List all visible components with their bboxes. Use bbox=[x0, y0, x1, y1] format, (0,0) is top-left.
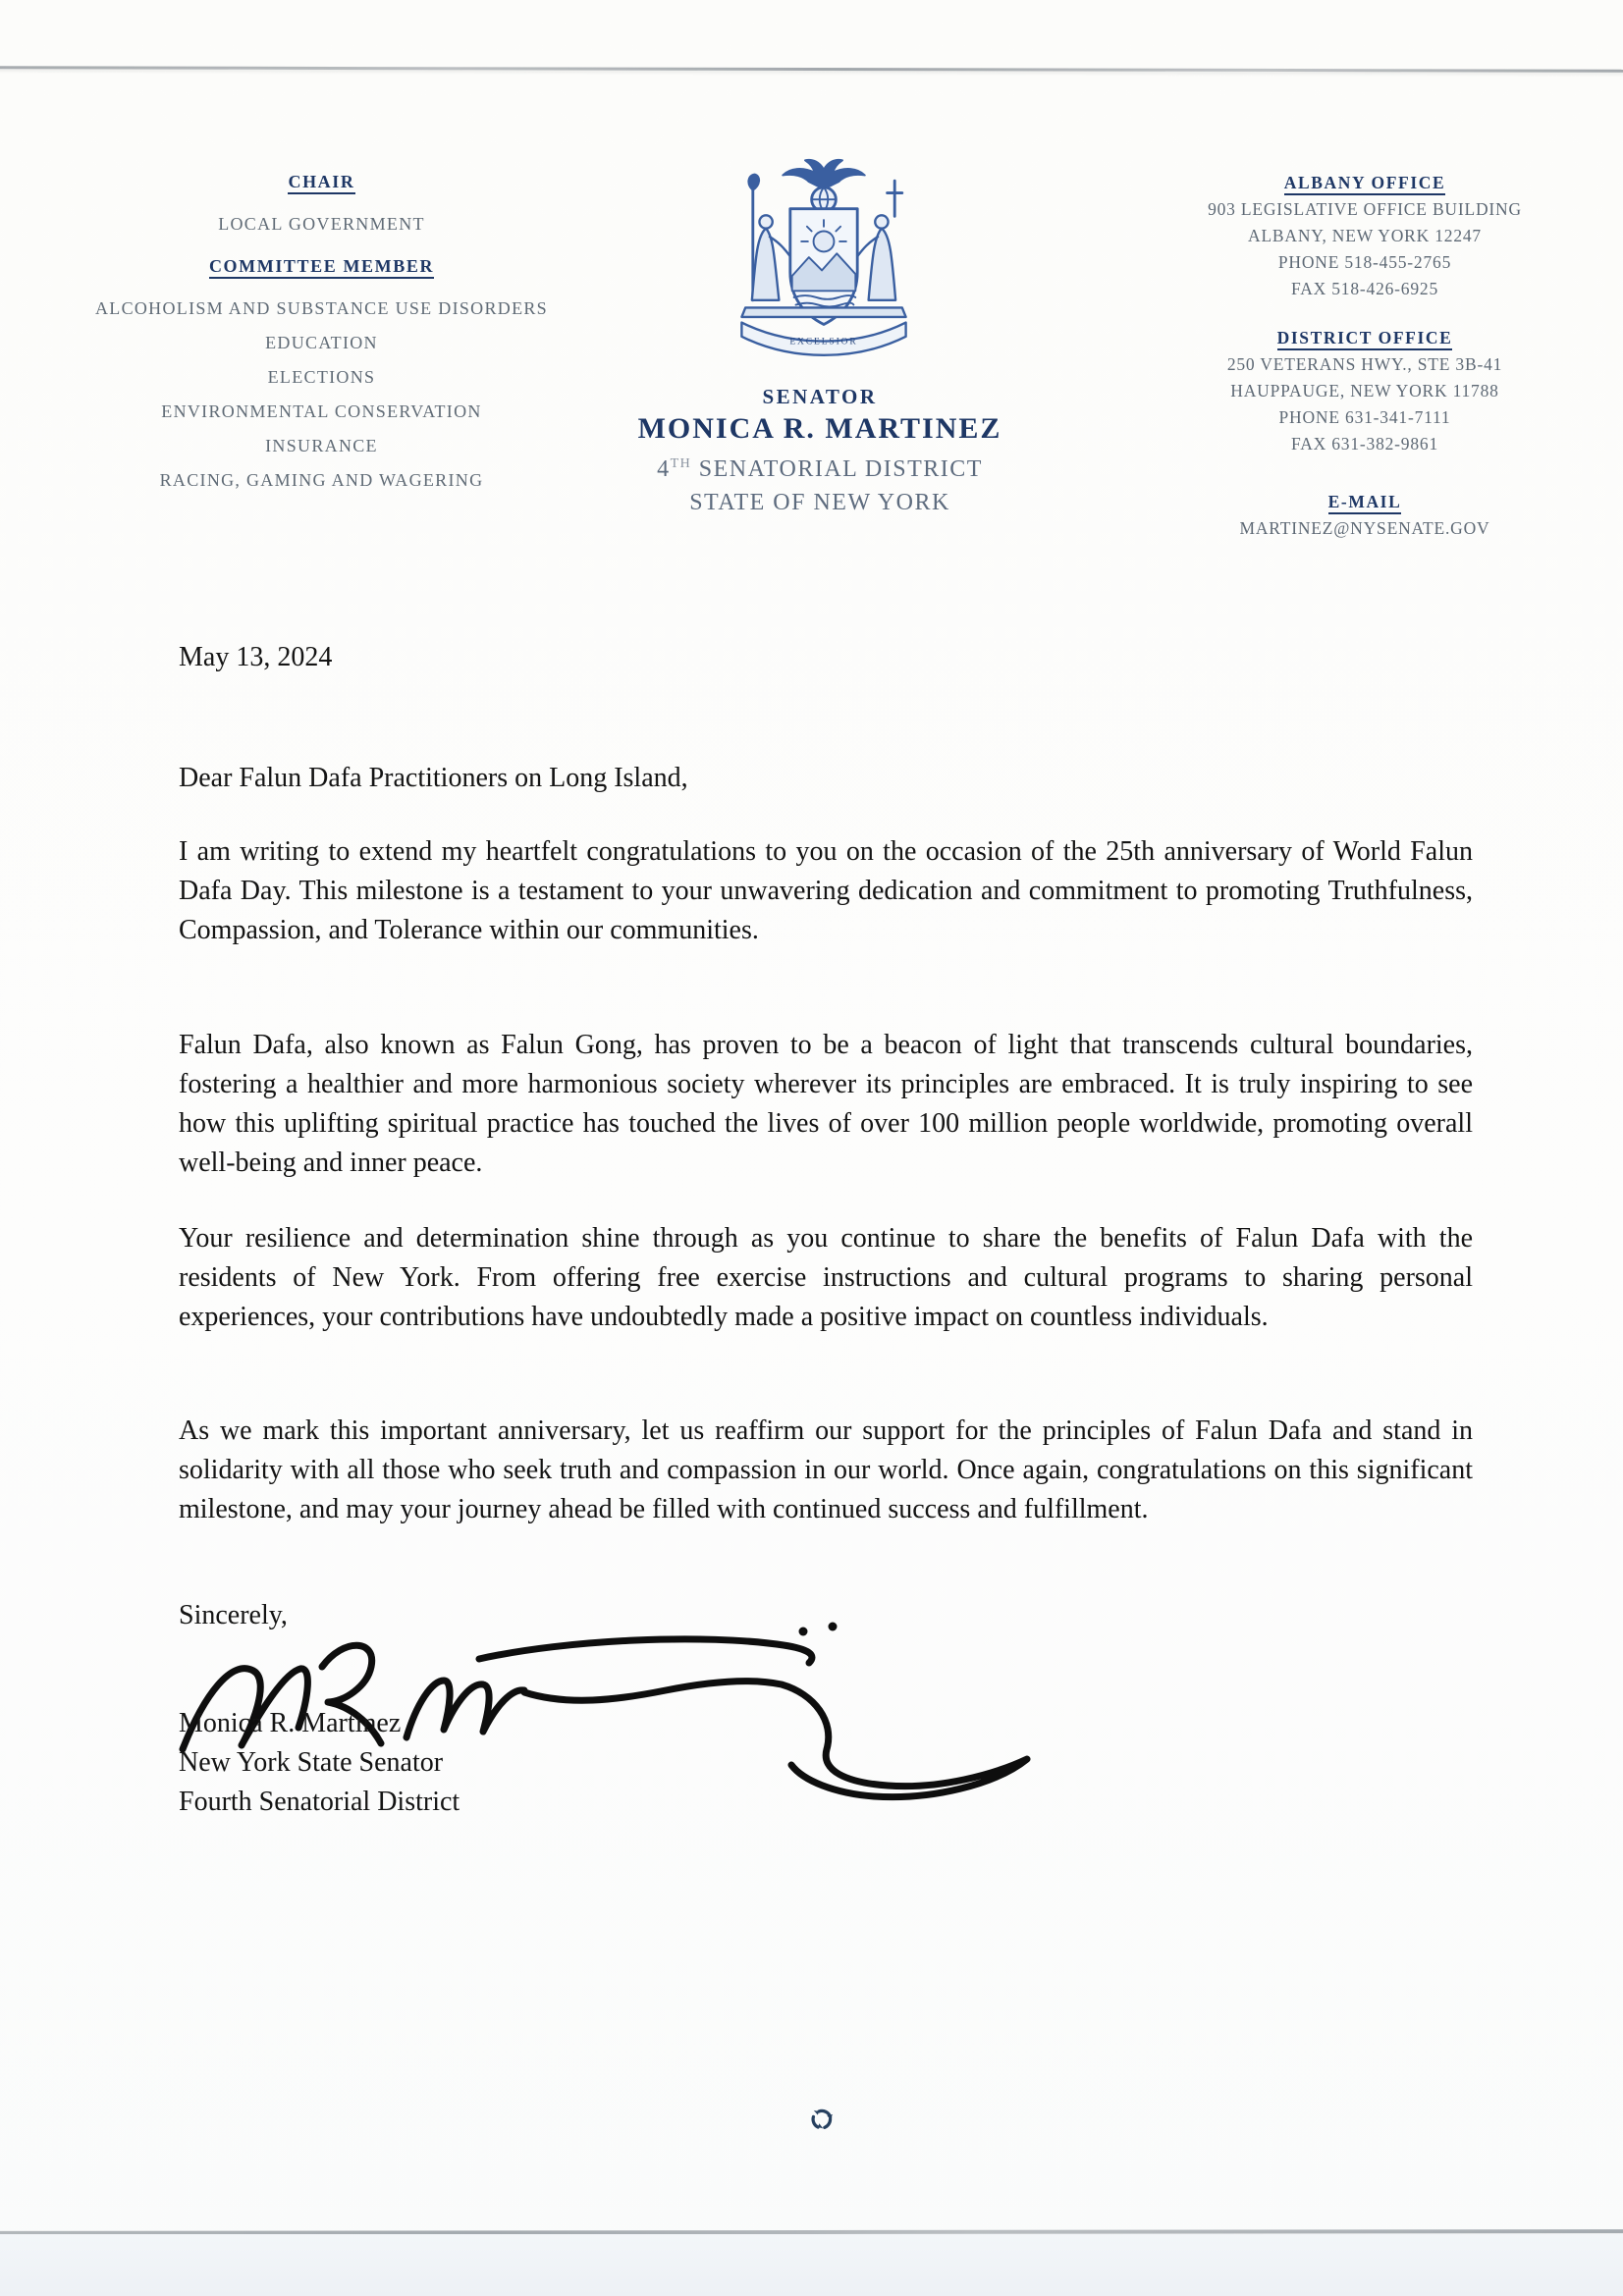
seal-motto: EXCELSIOR bbox=[789, 337, 858, 347]
albany-office-line: PHONE 518-455-2765 bbox=[1277, 252, 1452, 272]
email-section bbox=[1183, 488, 1546, 542]
albany-office-section bbox=[1183, 169, 1546, 302]
letter-salutation: Dear Falun Dafa Practitioners on Long Island, bbox=[179, 763, 688, 793]
district-office-section bbox=[1183, 324, 1546, 457]
recycle-icon bbox=[809, 2107, 835, 2132]
committee-item: ENVIRONMENTAL CONSERVATION bbox=[161, 401, 482, 421]
committee-item: INSURANCE bbox=[265, 436, 378, 455]
committee-item: EDUCATION bbox=[265, 333, 378, 352]
senator-name: MONICA R. MARTINEZ bbox=[637, 412, 1002, 445]
committee-item: RACING, GAMING AND WAGERING bbox=[159, 470, 484, 490]
senatorial-district-line bbox=[589, 448, 1051, 486]
albany-office-line: 903 LEGISLATIVE OFFICE BUILDING bbox=[1208, 199, 1522, 219]
letterhead-right-column bbox=[1183, 169, 1546, 542]
albany-office-line: FAX 518-426-6925 bbox=[1290, 279, 1439, 298]
body-paragraph: I am writing to extend my heartfelt congratulations to you on the occasion of the 25th anniversary of World Falun Dafa Day. This milestone is a testament to your unwavering dedication and commitment to promoting Truthfulness, Compassion, and Tolerance within our communities. bbox=[179, 836, 1473, 945]
district-office-heading: DISTRICT OFFICE bbox=[1183, 324, 1546, 351]
email-heading: E-MAIL bbox=[1183, 488, 1546, 515]
senator-title: SENATOR bbox=[762, 385, 878, 408]
district-office-line: 250 VETERANS HWY., STE 3B-41 bbox=[1226, 354, 1503, 374]
committee-member-heading: COMMITTEE MEMBER bbox=[59, 249, 584, 284]
chair-committee: LOCAL GOVERNMENT bbox=[218, 214, 425, 234]
committee-item: ALCOHOLISM AND SUBSTANCE USE DISORDERS bbox=[94, 298, 548, 318]
body-paragraph: Your resilience and determination shine through as you continue to share the benefits of Falun Dafa with the residents of New York. From offering free exercise instructions and cultural programs to sharing personal experiences, your contributions have undoubtedly made a positive impact on countless individuals. bbox=[179, 1223, 1473, 1332]
chair-heading: CHAIR bbox=[59, 165, 584, 199]
committee-item: ELECTIONS bbox=[267, 367, 376, 387]
district-label: SENATORIAL DISTRICT bbox=[691, 456, 983, 482]
body-paragraph: As we mark this important anniversary, let us reaffirm our support for the principles of Falun Dafa and stand in solidarity with all those who seek truth and compassion in our world. Once again, congratulations on this significant milestone, and may your journey ahead be filled with continued success and fulfillment. bbox=[179, 1415, 1473, 1524]
letterhead-left-column bbox=[59, 165, 584, 498]
district-office-line: PHONE 631-341-7111 bbox=[1278, 407, 1451, 427]
signer-name: Monica R. Martinez bbox=[179, 1708, 402, 1738]
signer-title: New York State Senator bbox=[179, 1747, 444, 1778]
body-paragraph: Falun Dafa, also known as Falun Gong, has proven to be a beacon of light that transcends cultural boundaries, fostering a healthier and more harmonious society wherever its principles are embraced. It is truly inspiring to see how this uplifting spiritual practice has touched the lives of over 100 million people worldwide, promoting overall well-being and inner peace. bbox=[179, 1030, 1473, 1178]
signature-block bbox=[179, 1704, 460, 1822]
letter-closing: Sincerely, bbox=[179, 1600, 288, 1630]
scan-artifact-top-line bbox=[0, 66, 1623, 72]
state-line: STATE OF NEW YORK bbox=[689, 490, 950, 515]
district-number: 4 bbox=[657, 456, 671, 482]
scan-artifact-bottom-wash bbox=[0, 2234, 1623, 2296]
albany-office-line: ALBANY, NEW YORK 12247 bbox=[1248, 226, 1482, 245]
district-ordinal-suffix: TH bbox=[670, 456, 692, 471]
email-address: MARTINEZ@NYSENATE.GOV bbox=[1239, 518, 1490, 538]
district-office-line: HAUPPAUGE, NEW YORK 11788 bbox=[1230, 381, 1499, 400]
signer-district: Fourth Senatorial District bbox=[179, 1787, 460, 1817]
albany-office-heading: ALBANY OFFICE bbox=[1183, 169, 1546, 196]
ny-state-seal-icon bbox=[730, 147, 917, 371]
district-office-line: FAX 631-382-9861 bbox=[1290, 434, 1439, 454]
letterhead-center-block bbox=[589, 383, 1051, 519]
letter-date: May 13, 2024 bbox=[179, 642, 333, 672]
